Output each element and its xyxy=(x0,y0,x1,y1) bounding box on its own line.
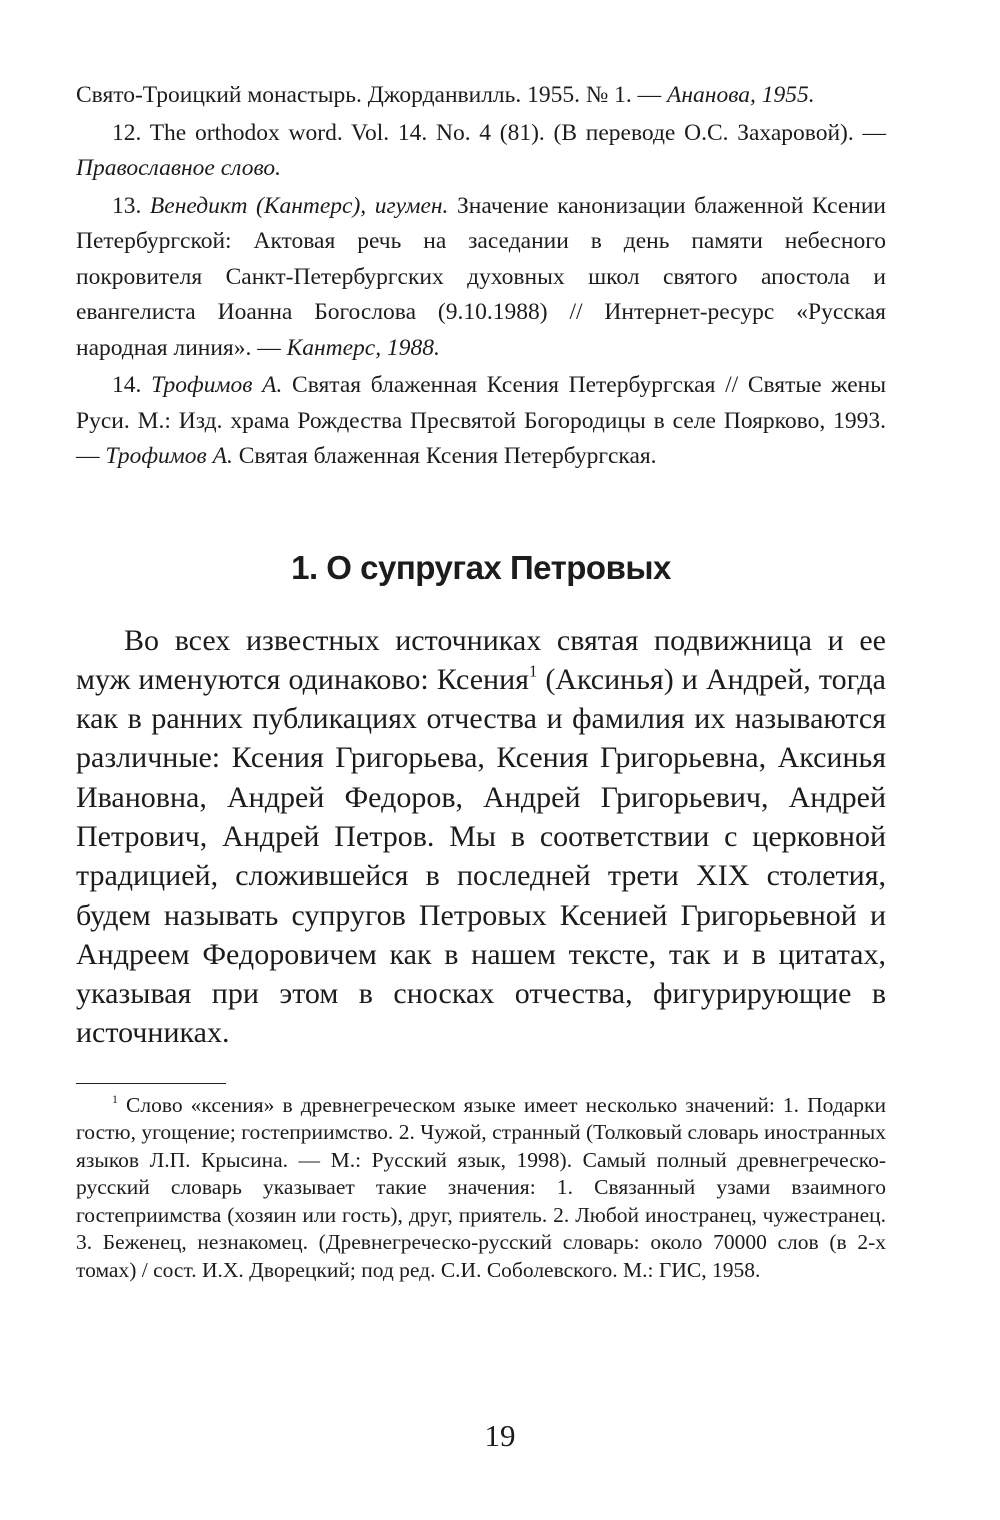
reference-text: The orthodox word. Vol. 14. No. 4 (81). (В переводе О.С. Захаровой). — xyxy=(149,119,886,146)
reference-number: 12. xyxy=(112,119,142,146)
reference-item xyxy=(76,189,886,367)
footnote-text: Слово «ксения» в древнегреческом языке имеет несколько значений: 1. Подарки гостю, угощение; гостеприимство. 2. Чужой, странный (Толковый словарь иностранных языков Л.П. Крысина. — М.: Русский язык, 1998). Самый полный древнегреческо-русский словарь указывает такие значения: 1. Связанный узами взаимного гостеприимства (хозяин или гость), друг, приятель. 2. Любой иностранец, чужестранец. 3. Беженец, незнакомец. (Древнегреческо-русский словарь: около 70000 слов (в 2-х томах) / сост. И.Х. Дворецкий; под ред. С.И. Соболевского. М.: ГИС, 1958. xyxy=(76,1092,886,1282)
reference-author: Трофимов А. xyxy=(151,372,283,398)
body-text-part: Во всех известных источниках святая подвижница и ее муж именуются одинаково: Ксения xyxy=(76,623,886,696)
section-title: 1. О супругах Петровых xyxy=(291,548,671,586)
reference-short-title: Кантерс, 1988. xyxy=(286,334,440,361)
footnote-mark: 1 xyxy=(112,1091,118,1106)
reference-short-author: Трофимов А. xyxy=(105,443,233,469)
body-paragraph xyxy=(76,621,886,1053)
reference-author: Венедикт (Кантерс), игумен. xyxy=(149,192,449,219)
reference-number: 14. xyxy=(112,372,142,398)
reference-short-title: Святая блаженная Ксения Петербургская. xyxy=(238,443,657,469)
body-text-part: (Аксинья) и Андрей, тогда как в ранних публикациях отчества и фамилия их называются различные: Ксения Григорьева, Ксения Григорьевна, Аксинья Ивановна, Андрей Федоров, Андрей Григорьевич, Андрей Петрович, Андрей Петров. Мы в соответствии с церковной традицией, сложившейся в последней трети XIX столетия, будем называть супругов Петровых Ксенией Григорьевной и Андреем Федоровичем как в нашем тексте, так и в цитатах, указывая при этом в сносках отчества, фигурирующие в источниках. xyxy=(76,662,886,1050)
reference-text: Значение канонизации блаженной Ксении Петербургской: Актовая речь на заседании в день памяти небесного покровителя Санкт-Петербургских духовных школ святого апостола и евангелиста Иоанна Богослова (9.10.1988) // Интернет-ресурс «Русская народная линия». — xyxy=(76,192,887,361)
reference-text: Свято-Троицкий монастырь. Джорданвилль. 1955. № 1. — xyxy=(76,82,668,108)
reference-item xyxy=(76,368,886,475)
reference-item xyxy=(76,116,886,187)
reference-text: Святая блаженная Ксения Петербургская // Святые жены Руси. М.: Изд. храма Рождества Пресвятой Богородицы в селе Поярково, 1993. — xyxy=(76,372,886,469)
page-number: 19 xyxy=(484,1418,516,1453)
footnote xyxy=(76,1092,886,1285)
reference-list xyxy=(76,78,886,475)
reference-number: 13. xyxy=(112,192,142,219)
reference-short-title: Ананова, 1955. xyxy=(667,82,815,108)
reference-short-title: Православное слово. xyxy=(76,155,281,181)
page-content xyxy=(76,78,886,1306)
footnote-separator xyxy=(76,1083,226,1084)
footnote-reference[interactable]: 1 xyxy=(528,661,538,681)
reference-item xyxy=(76,78,886,114)
